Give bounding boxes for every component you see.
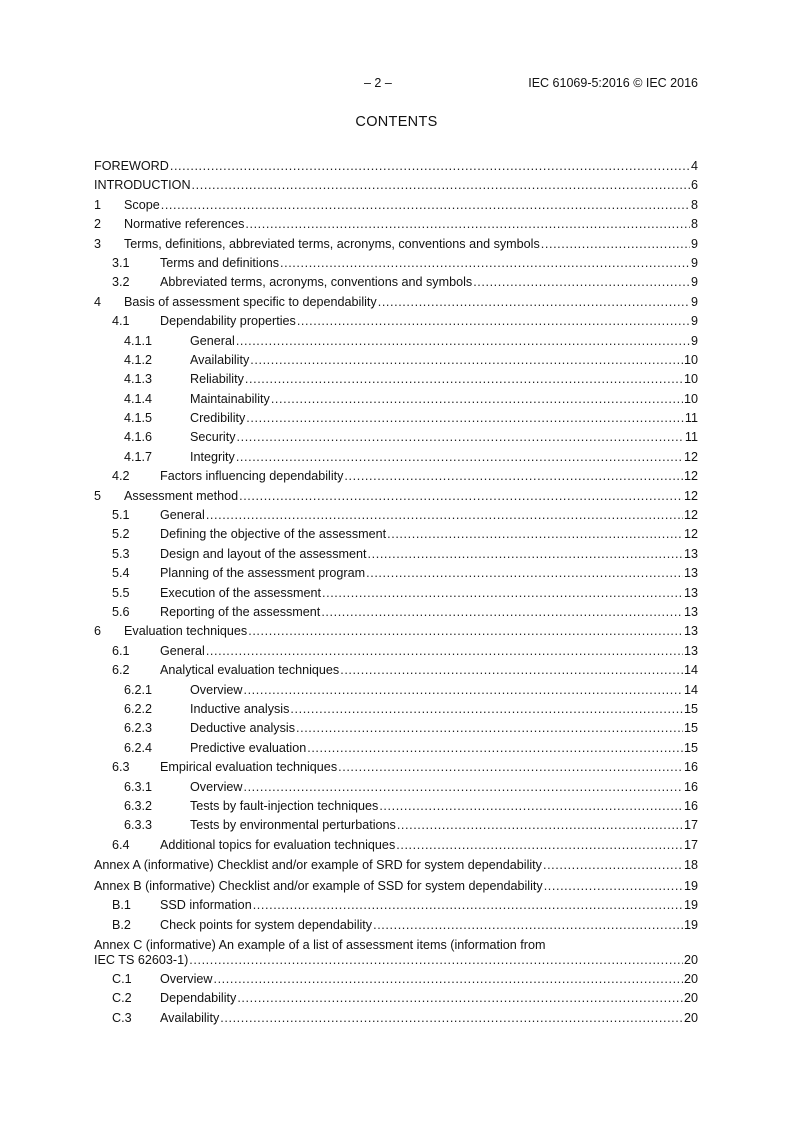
- toc-entry-title: Dependability: [160, 991, 237, 1006]
- dot-leader: [161, 196, 690, 215]
- toc-entry-number: 6.3: [112, 760, 130, 775]
- toc-entry-number: 6.2: [112, 663, 130, 678]
- toc-entry-title: Annex B (informative) Checklist and/or example of SSD for system dependability: [94, 878, 543, 893]
- toc-entry-page: 8: [690, 197, 698, 212]
- toc-entry[interactable]: [94, 719, 698, 738]
- dot-leader: [237, 428, 684, 447]
- toc-entry-page: 13: [683, 566, 698, 581]
- toc-entry-number: 5.1: [112, 508, 130, 523]
- contents-title: CONTENTS: [355, 114, 438, 130]
- toc-entry-number: 6.2.2: [124, 701, 153, 716]
- toc-entry-number: 3.1: [112, 255, 130, 270]
- dot-leader: [368, 545, 683, 564]
- toc-entry-title: FOREWORD: [94, 159, 169, 173]
- toc-entry[interactable]: [94, 370, 698, 389]
- dot-leader: [246, 409, 684, 428]
- toc-entry-number: 6.3.2: [124, 798, 153, 813]
- toc-entry-page: 10: [683, 372, 698, 387]
- toc-entry-page: 10: [683, 352, 698, 367]
- toc-entry-title: Evaluation techniques: [124, 624, 248, 639]
- toc-entry-title: SSD information: [160, 898, 252, 913]
- toc-entry-number: 6.3.1: [124, 779, 153, 794]
- toc-entry-title: Execution of the assessment: [160, 585, 322, 600]
- dot-leader: [387, 525, 683, 544]
- toc-entry-title: Inductive analysis: [190, 701, 290, 716]
- toc-entry-title: Security: [190, 430, 236, 445]
- toc-entry-title: Additional topics for evaluation techniques: [160, 837, 396, 852]
- toc-entry-number: 6.1: [112, 643, 130, 658]
- toc-entry-title: Assessment method: [124, 488, 239, 503]
- toc-entry-number: 1: [94, 197, 102, 212]
- toc-entry[interactable]: [94, 700, 698, 719]
- toc-entry-page: 20: [683, 972, 698, 987]
- dot-leader: [379, 797, 683, 816]
- toc-entry-number: 6.2.3: [124, 721, 153, 736]
- toc-entry-number: 5.6: [112, 604, 130, 619]
- dot-leader: [236, 448, 683, 467]
- toc-entry-title: Terms and definitions: [160, 255, 280, 270]
- dot-leader: [297, 312, 690, 331]
- toc-entry-number: 4.1.6: [124, 430, 153, 445]
- dot-leader: [344, 467, 683, 486]
- dot-leader: [170, 157, 690, 176]
- toc-entry-title: Empirical evaluation techniques: [160, 760, 338, 775]
- document-reference: IEC 61069-5:2016 © IEC 2016: [528, 76, 698, 90]
- toc-entry-page: 16: [683, 760, 698, 775]
- toc-entry[interactable]: [94, 157, 698, 176]
- toc-entry-page: 16: [683, 798, 698, 813]
- toc-entry[interactable]: [94, 506, 698, 525]
- toc-entry[interactable]: [94, 409, 698, 428]
- toc-entry[interactable]: [94, 758, 698, 777]
- toc-entry-title: Availability: [160, 1010, 220, 1025]
- toc-entry-title: General: [160, 508, 205, 523]
- toc-entry-title: Tests by fault-injection techniques: [190, 798, 379, 813]
- toc-entry-title: Terms, definitions, abbreviated terms, acronyms, conventions and symbols: [124, 236, 540, 251]
- toc-entry-number: C.1: [112, 972, 132, 987]
- toc-entry-page: 17: [683, 818, 698, 833]
- toc-entry-title: Credibility: [190, 411, 246, 426]
- toc-entry-title: IEC TS 62603-1): [94, 953, 189, 968]
- toc-entry-title: General: [190, 333, 235, 348]
- page-header: [94, 76, 698, 94]
- toc-entry-title-line1: Annex C (informative) An example of a list of assessment items (information from: [94, 938, 546, 953]
- toc-entry-page: 9: [690, 333, 698, 348]
- toc-entry-number: 4.1.1: [124, 333, 153, 348]
- dot-leader: [378, 293, 690, 312]
- dot-leader: [544, 876, 683, 897]
- toc-entry-page: 17: [683, 837, 698, 852]
- toc-entry[interactable]: [94, 896, 698, 915]
- toc-entry-number: 6.3.3: [124, 818, 153, 833]
- dot-leader: [220, 1009, 683, 1028]
- toc-entry[interactable]: [94, 235, 698, 254]
- toc-entry-page: 12: [683, 527, 698, 542]
- toc-entry-number: 4.1.3: [124, 372, 153, 387]
- dot-leader: [253, 896, 683, 915]
- dot-leader: [245, 370, 683, 389]
- dot-leader: [307, 739, 683, 758]
- toc-entry-page: 15: [683, 721, 698, 736]
- dot-leader: [192, 176, 690, 195]
- toc-entry-title: Planning of the assessment program: [160, 566, 366, 581]
- toc-entry[interactable]: [94, 989, 698, 1008]
- toc-entry[interactable]: [94, 545, 698, 564]
- dot-leader: [213, 970, 683, 989]
- toc-entry-number: 6.4: [112, 837, 130, 852]
- toc-entry-number: 4.1.5: [124, 411, 153, 426]
- toc-entry-page: 13: [683, 585, 698, 600]
- toc-entry-page: 10: [683, 391, 698, 406]
- toc-entry-page: 8: [690, 217, 698, 232]
- toc-entry-page: 16: [683, 779, 698, 794]
- toc-entry-number: 4.1.4: [124, 391, 153, 406]
- toc-entry-number: 4.1.2: [124, 352, 153, 367]
- toc-entry[interactable]: [94, 642, 698, 661]
- toc-entry-title: INTRODUCTION: [94, 178, 191, 193]
- toc-entry-number: 3: [94, 236, 102, 251]
- toc-entry-title: Deductive analysis: [190, 721, 295, 736]
- toc-entry-title: Overview: [160, 972, 213, 987]
- toc-entry-number: C.2: [112, 991, 132, 1006]
- toc-entry[interactable]: [94, 312, 698, 331]
- toc-entry-title: Maintainability: [190, 391, 270, 406]
- toc-entry[interactable]: [94, 836, 698, 855]
- toc-entry[interactable]: [94, 332, 698, 351]
- toc-entry[interactable]: [94, 855, 698, 876]
- toc-entry-title: Defining the objective of the assessment: [160, 527, 387, 542]
- toc-entry[interactable]: [94, 661, 698, 680]
- toc-entry[interactable]: [94, 487, 698, 506]
- toc-entry-page: 9: [690, 294, 698, 309]
- toc-entry-number: B.2: [112, 917, 131, 932]
- dot-leader: [237, 989, 683, 1008]
- dot-leader: [280, 254, 690, 273]
- dot-leader: [243, 681, 683, 700]
- toc-entry-title: Analytical evaluation techniques: [160, 663, 340, 678]
- dot-leader: [243, 778, 683, 797]
- toc-entry-title: Factors influencing dependability: [160, 469, 344, 484]
- dot-leader: [248, 622, 683, 641]
- toc-entry[interactable]: [94, 935, 698, 970]
- toc-entry[interactable]: [94, 816, 698, 835]
- toc-entry-title: Overview: [190, 682, 243, 697]
- toc-entry[interactable]: [94, 564, 698, 583]
- dot-leader: [321, 603, 683, 622]
- toc-entry[interactable]: [94, 916, 698, 935]
- toc-entry[interactable]: [94, 254, 698, 273]
- toc-entry[interactable]: [94, 525, 698, 544]
- toc-entry-number: 5: [94, 488, 102, 503]
- toc-entry-page: 4: [690, 159, 698, 173]
- dot-leader: [340, 661, 683, 680]
- toc-entry[interactable]: [94, 970, 698, 989]
- toc-entry-page: 13: [683, 624, 698, 639]
- toc-entry-title: Normative references: [124, 217, 245, 232]
- toc-entry[interactable]: [94, 876, 698, 897]
- toc-entry-title: Design and layout of the assessment: [160, 546, 367, 561]
- toc-entry-number: 5.5: [112, 585, 130, 600]
- toc-entry-title: Annex A (informative) Checklist and/or example of SRD for system dependability: [94, 858, 542, 873]
- toc-entry-page: 12: [683, 508, 698, 523]
- toc-entry-number: 6: [94, 624, 102, 639]
- toc-entry-number: 4.1: [112, 314, 130, 329]
- toc-entry[interactable]: [94, 215, 698, 234]
- toc-entry-page: 12: [683, 449, 698, 464]
- toc-entry-number: 4.1.7: [124, 449, 153, 464]
- toc-entry[interactable]: [94, 448, 698, 467]
- dot-leader: [322, 584, 683, 603]
- toc-entry[interactable]: [94, 273, 698, 292]
- toc-entry-title: Reporting of the assessment: [160, 604, 321, 619]
- dot-leader: [206, 642, 683, 661]
- toc-entry[interactable]: [94, 467, 698, 486]
- toc-entry-page: 20: [683, 953, 698, 968]
- toc-entry-page: 18: [683, 858, 698, 873]
- dot-leader: [543, 855, 683, 876]
- toc-entry-page: 13: [683, 604, 698, 619]
- dot-leader: [338, 758, 683, 777]
- dot-leader: [296, 719, 683, 738]
- toc-entry-title: Tests by environmental perturbations: [190, 818, 396, 833]
- toc-entry-page: 15: [683, 701, 698, 716]
- dot-leader: [541, 235, 690, 254]
- toc-entry-number: 5.3: [112, 546, 130, 561]
- toc-entry-title: Check points for system dependability: [160, 917, 373, 932]
- dot-leader: [250, 351, 683, 370]
- toc-entry[interactable]: [94, 622, 698, 641]
- toc-entry-page: 13: [683, 546, 698, 561]
- toc-entry-number: 5.2: [112, 527, 130, 542]
- toc-entry-number: 6.2.4: [124, 740, 153, 755]
- toc-entry-page: 15: [683, 740, 698, 755]
- page-number: – 2 –: [364, 76, 392, 90]
- toc-entry-title: Availability: [190, 352, 250, 367]
- toc-entry[interactable]: [94, 176, 698, 195]
- toc-entry-page: 9: [690, 314, 698, 329]
- toc-entry[interactable]: [94, 390, 698, 409]
- toc-entry-number: 5.4: [112, 566, 130, 581]
- toc-entry[interactable]: [94, 293, 698, 312]
- toc-entry-page: 12: [683, 488, 698, 503]
- toc-entry[interactable]: [94, 603, 698, 622]
- toc-entry-page: 12: [683, 469, 698, 484]
- toc-entry-page: 9: [690, 275, 698, 290]
- toc-entry[interactable]: [94, 584, 698, 603]
- toc-entry-title: Integrity: [190, 449, 235, 464]
- toc-entry-page: 11: [684, 411, 698, 426]
- toc-entry-number: B.1: [112, 898, 131, 913]
- dot-leader: [245, 215, 690, 234]
- dot-leader: [396, 836, 683, 855]
- toc-entry-title: Overview: [190, 779, 243, 794]
- toc-entry-title: General: [160, 643, 205, 658]
- toc-entry[interactable]: [94, 428, 698, 447]
- toc-entry-title: Reliability: [190, 372, 244, 387]
- toc-entry-number: 3.2: [112, 275, 130, 290]
- toc-entry[interactable]: [94, 797, 698, 816]
- dot-leader: [239, 487, 683, 506]
- toc-entry-number: 4.2: [112, 469, 130, 484]
- toc-entry[interactable]: [94, 739, 698, 758]
- toc-entry[interactable]: [94, 1009, 698, 1028]
- toc-entry-title: Predictive evaluation: [190, 740, 307, 755]
- dot-leader: [271, 390, 683, 409]
- toc-entry[interactable]: [94, 681, 698, 700]
- dot-leader: [206, 506, 683, 525]
- toc-entry-title: Dependability properties: [160, 314, 296, 329]
- toc-entry-page: 19: [683, 878, 698, 893]
- dot-leader: [366, 564, 683, 583]
- dot-leader: [397, 816, 683, 835]
- toc-entry-number: 4: [94, 294, 102, 309]
- toc-entry-title: Basis of assessment specific to dependability: [124, 294, 377, 309]
- toc-entry-page: 11: [684, 430, 698, 445]
- table-of-contents: [94, 157, 698, 1028]
- toc-entry-page: 19: [683, 898, 698, 913]
- toc-entry-page: 19: [683, 917, 698, 932]
- dot-leader: [373, 916, 683, 935]
- dot-leader: [236, 332, 690, 351]
- toc-entry-number: 2: [94, 217, 102, 232]
- dot-leader: [290, 700, 683, 719]
- toc-entry-title: Scope: [124, 197, 160, 212]
- toc-entry-page: 6: [690, 178, 698, 193]
- toc-entry-page: 14: [683, 663, 698, 678]
- toc-entry-title: Abbreviated terms, acronyms, conventions and symbols: [160, 275, 473, 290]
- toc-entry-page: 13: [683, 643, 698, 658]
- toc-entry-page: 20: [683, 991, 698, 1006]
- toc-entry[interactable]: [94, 196, 698, 215]
- toc-entry[interactable]: [94, 351, 698, 370]
- toc-entry-page: 14: [683, 682, 698, 697]
- toc-entry-number: 6.2.1: [124, 682, 153, 697]
- toc-entry-number: C.3: [112, 1010, 132, 1025]
- toc-entry-page: 20: [683, 1010, 698, 1025]
- dot-leader: [473, 273, 690, 292]
- dot-leader: [189, 953, 683, 968]
- toc-entry-page: 9: [690, 255, 698, 270]
- toc-entry[interactable]: [94, 778, 698, 797]
- toc-entry-page: 9: [690, 236, 698, 251]
